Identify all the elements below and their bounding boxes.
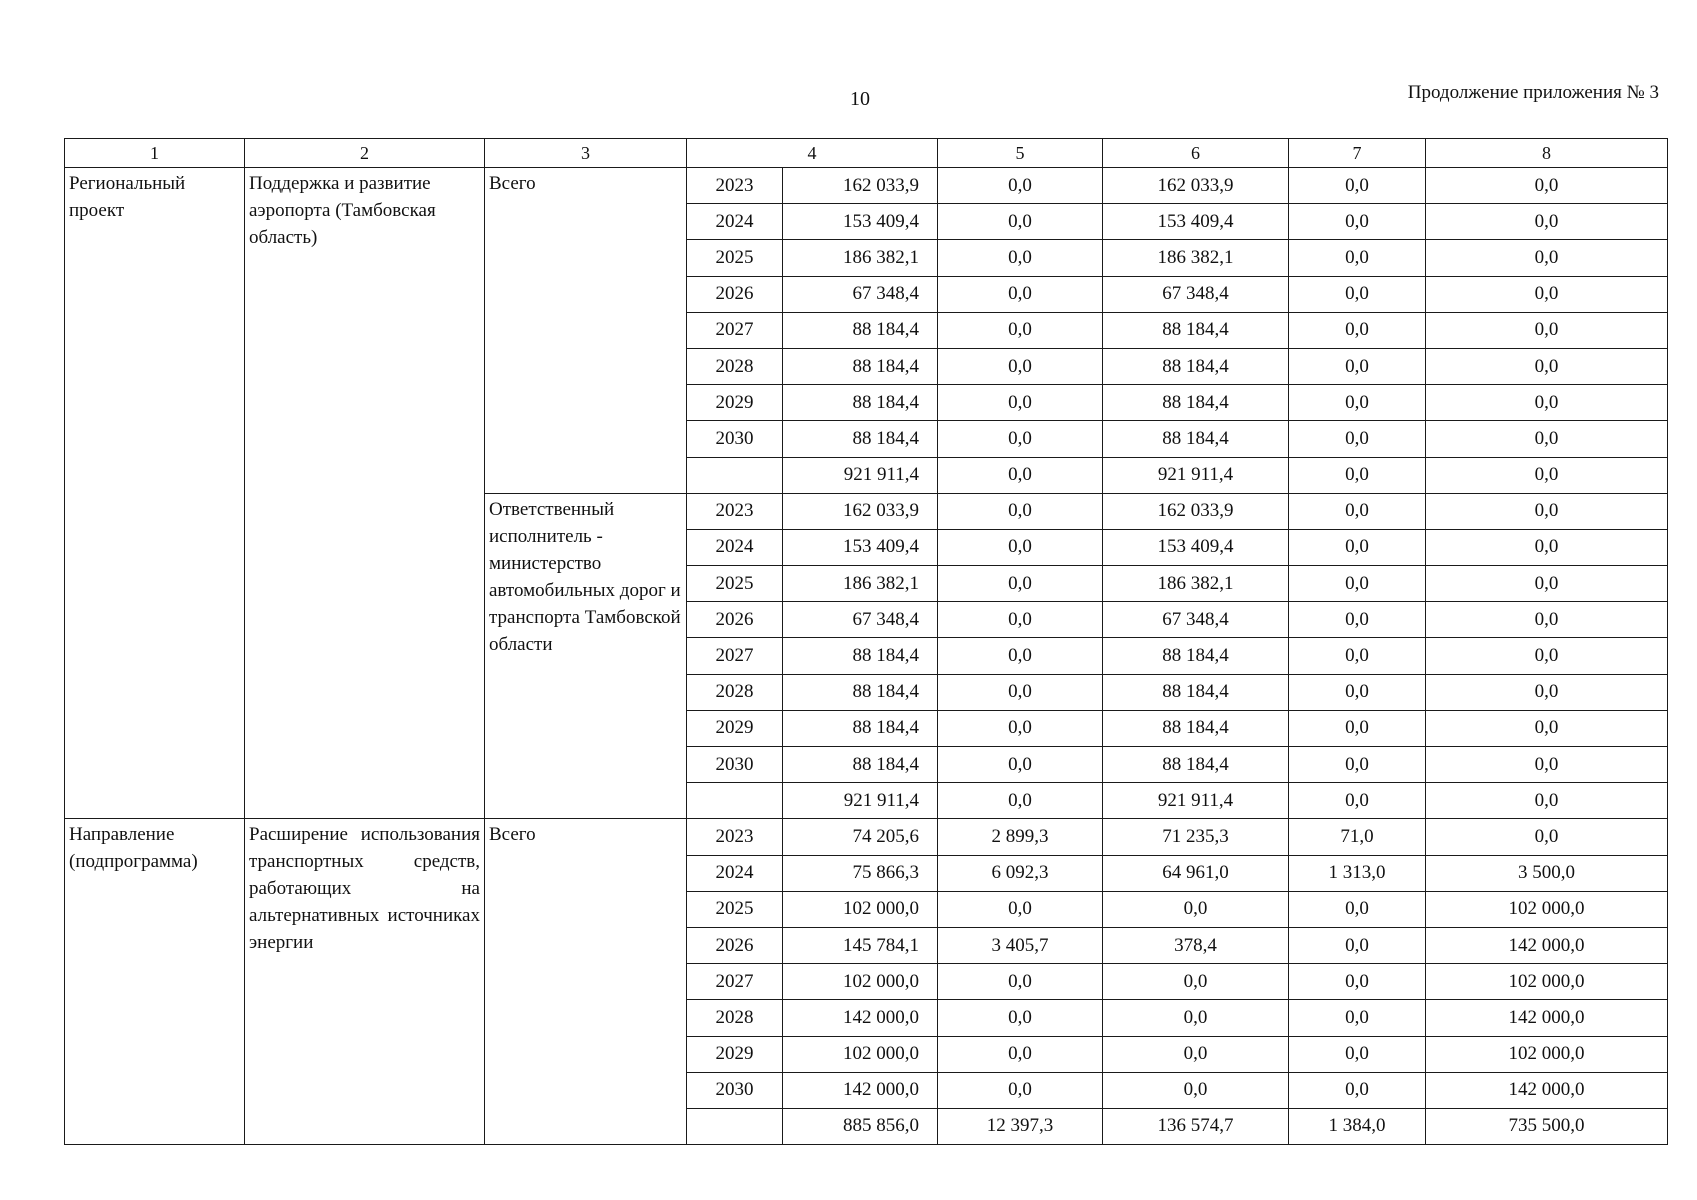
col7-amount-cell: 0,0 bbox=[1289, 348, 1426, 384]
col7-amount-cell: 0,0 bbox=[1289, 927, 1426, 963]
year-cell: 2030 bbox=[687, 421, 783, 457]
year-cell bbox=[687, 457, 783, 493]
col6-amount-cell: 153 409,4 bbox=[1103, 204, 1289, 240]
total-amount-cell: 142 000,0 bbox=[783, 1072, 938, 1108]
total-amount-cell: 102 000,0 bbox=[783, 891, 938, 927]
executor-cell: Всего bbox=[485, 819, 687, 1145]
total-amount-cell: 142 000,0 bbox=[783, 1000, 938, 1036]
col8-amount-cell: 0,0 bbox=[1426, 783, 1668, 819]
year-cell bbox=[687, 783, 783, 819]
col7-amount-cell: 0,0 bbox=[1289, 1000, 1426, 1036]
col7-amount-cell: 0,0 bbox=[1289, 602, 1426, 638]
year-cell: 2024 bbox=[687, 855, 783, 891]
col5-amount-cell: 0,0 bbox=[938, 276, 1103, 312]
col7-amount-cell: 1 313,0 bbox=[1289, 855, 1426, 891]
year-cell: 2023 bbox=[687, 168, 783, 204]
col8-amount-cell: 0,0 bbox=[1426, 168, 1668, 204]
col6-amount-cell: 67 348,4 bbox=[1103, 276, 1289, 312]
total-amount-cell: 88 184,4 bbox=[783, 710, 938, 746]
col6-amount-cell: 0,0 bbox=[1103, 1072, 1289, 1108]
col8-amount-cell: 102 000,0 bbox=[1426, 1036, 1668, 1072]
col8-amount-cell: 0,0 bbox=[1426, 240, 1668, 276]
col7-amount-cell: 0,0 bbox=[1289, 1036, 1426, 1072]
col7-amount-cell: 0,0 bbox=[1289, 566, 1426, 602]
col6-amount-cell: 186 382,1 bbox=[1103, 566, 1289, 602]
table-row bbox=[65, 819, 1668, 855]
col5-amount-cell: 0,0 bbox=[938, 204, 1103, 240]
total-amount-cell: 88 184,4 bbox=[783, 421, 938, 457]
col8-amount-cell: 0,0 bbox=[1426, 457, 1668, 493]
col8-amount-cell: 735 500,0 bbox=[1426, 1108, 1668, 1144]
table-body bbox=[65, 139, 1668, 1145]
total-amount-cell: 921 911,4 bbox=[783, 783, 938, 819]
col7-amount-cell: 0,0 bbox=[1289, 529, 1426, 565]
col8-amount-cell: 142 000,0 bbox=[1426, 1072, 1668, 1108]
year-cell: 2028 bbox=[687, 674, 783, 710]
year-cell: 2024 bbox=[687, 529, 783, 565]
col7-amount-cell: 0,0 bbox=[1289, 168, 1426, 204]
column-header-3: 3 bbox=[485, 139, 687, 168]
col6-amount-cell: 71 235,3 bbox=[1103, 819, 1289, 855]
col5-amount-cell: 12 397,3 bbox=[938, 1108, 1103, 1144]
total-amount-cell: 88 184,4 bbox=[783, 348, 938, 384]
year-cell: 2028 bbox=[687, 1000, 783, 1036]
col8-amount-cell: 142 000,0 bbox=[1426, 1000, 1668, 1036]
col6-amount-cell: 921 911,4 bbox=[1103, 457, 1289, 493]
year-cell: 2026 bbox=[687, 276, 783, 312]
total-amount-cell: 162 033,9 bbox=[783, 168, 938, 204]
col6-amount-cell: 162 033,9 bbox=[1103, 168, 1289, 204]
col7-amount-cell: 0,0 bbox=[1289, 747, 1426, 783]
column-header-8: 8 bbox=[1426, 139, 1668, 168]
year-cell: 2023 bbox=[687, 493, 783, 529]
col6-amount-cell: 88 184,4 bbox=[1103, 674, 1289, 710]
year-cell: 2030 bbox=[687, 747, 783, 783]
col6-amount-cell: 88 184,4 bbox=[1103, 312, 1289, 348]
col6-amount-cell: 0,0 bbox=[1103, 891, 1289, 927]
col5-amount-cell: 0,0 bbox=[938, 1072, 1103, 1108]
col5-amount-cell: 0,0 bbox=[938, 638, 1103, 674]
col8-amount-cell: 102 000,0 bbox=[1426, 891, 1668, 927]
total-amount-cell: 88 184,4 bbox=[783, 674, 938, 710]
col7-amount-cell: 0,0 bbox=[1289, 638, 1426, 674]
col6-amount-cell: 88 184,4 bbox=[1103, 348, 1289, 384]
column-header-1: 1 bbox=[65, 139, 245, 168]
col5-amount-cell: 2 899,3 bbox=[938, 819, 1103, 855]
col8-amount-cell: 0,0 bbox=[1426, 710, 1668, 746]
total-amount-cell: 162 033,9 bbox=[783, 493, 938, 529]
col5-amount-cell: 0,0 bbox=[938, 602, 1103, 638]
col6-amount-cell: 0,0 bbox=[1103, 964, 1289, 1000]
col6-amount-cell: 0,0 bbox=[1103, 1000, 1289, 1036]
col5-amount-cell: 0,0 bbox=[938, 348, 1103, 384]
total-amount-cell: 88 184,4 bbox=[783, 747, 938, 783]
col7-amount-cell: 0,0 bbox=[1289, 204, 1426, 240]
total-amount-cell: 75 866,3 bbox=[783, 855, 938, 891]
executor-cell: Всего bbox=[485, 168, 687, 494]
total-amount-cell: 67 348,4 bbox=[783, 276, 938, 312]
year-cell: 2024 bbox=[687, 204, 783, 240]
col5-amount-cell: 6 092,3 bbox=[938, 855, 1103, 891]
col7-amount-cell: 0,0 bbox=[1289, 493, 1426, 529]
col8-amount-cell: 0,0 bbox=[1426, 602, 1668, 638]
col6-amount-cell: 88 184,4 bbox=[1103, 421, 1289, 457]
col6-amount-cell: 88 184,4 bbox=[1103, 385, 1289, 421]
col5-amount-cell: 0,0 bbox=[938, 385, 1103, 421]
col7-amount-cell: 0,0 bbox=[1289, 674, 1426, 710]
col7-amount-cell: 0,0 bbox=[1289, 710, 1426, 746]
col5-amount-cell: 0,0 bbox=[938, 493, 1103, 529]
total-amount-cell: 67 348,4 bbox=[783, 602, 938, 638]
column-header-7: 7 bbox=[1289, 139, 1426, 168]
col6-amount-cell: 88 184,4 bbox=[1103, 710, 1289, 746]
year-cell: 2029 bbox=[687, 710, 783, 746]
column-header-4: 4 bbox=[687, 139, 938, 168]
year-cell: 2028 bbox=[687, 348, 783, 384]
total-amount-cell: 88 184,4 bbox=[783, 638, 938, 674]
col5-amount-cell: 0,0 bbox=[938, 964, 1103, 1000]
col7-amount-cell: 0,0 bbox=[1289, 457, 1426, 493]
col8-amount-cell: 0,0 bbox=[1426, 674, 1668, 710]
year-cell: 2026 bbox=[687, 927, 783, 963]
col5-amount-cell: 0,0 bbox=[938, 457, 1103, 493]
col5-amount-cell: 0,0 bbox=[938, 1000, 1103, 1036]
col5-amount-cell: 0,0 bbox=[938, 168, 1103, 204]
col6-amount-cell: 162 033,9 bbox=[1103, 493, 1289, 529]
col5-amount-cell: 3 405,7 bbox=[938, 927, 1103, 963]
executor-cell: Ответственный исполнитель - министерство автомобильных дорог и транспорта Тамбовской области bbox=[485, 493, 687, 819]
total-amount-cell: 88 184,4 bbox=[783, 312, 938, 348]
col6-amount-cell: 64 961,0 bbox=[1103, 855, 1289, 891]
appendix-note: Продолжение приложения № 3 bbox=[1407, 82, 1659, 103]
col5-amount-cell: 0,0 bbox=[938, 566, 1103, 602]
section-type-cell: Региональный проект bbox=[65, 168, 245, 819]
col8-amount-cell: 0,0 bbox=[1426, 638, 1668, 674]
col8-amount-cell: 142 000,0 bbox=[1426, 927, 1668, 963]
col7-amount-cell: 0,0 bbox=[1289, 312, 1426, 348]
col7-amount-cell: 0,0 bbox=[1289, 276, 1426, 312]
col5-amount-cell: 0,0 bbox=[938, 783, 1103, 819]
year-cell: 2029 bbox=[687, 1036, 783, 1072]
total-amount-cell: 921 911,4 bbox=[783, 457, 938, 493]
col7-amount-cell: 0,0 bbox=[1289, 240, 1426, 276]
total-amount-cell: 102 000,0 bbox=[783, 964, 938, 1000]
col5-amount-cell: 0,0 bbox=[938, 1036, 1103, 1072]
col8-amount-cell: 0,0 bbox=[1426, 493, 1668, 529]
col5-amount-cell: 0,0 bbox=[938, 747, 1103, 783]
col6-amount-cell: 0,0 bbox=[1103, 1036, 1289, 1072]
column-header-2: 2 bbox=[245, 139, 485, 168]
col5-amount-cell: 0,0 bbox=[938, 891, 1103, 927]
col5-amount-cell: 0,0 bbox=[938, 240, 1103, 276]
col8-amount-cell: 0,0 bbox=[1426, 566, 1668, 602]
total-amount-cell: 153 409,4 bbox=[783, 529, 938, 565]
col8-amount-cell: 0,0 bbox=[1426, 421, 1668, 457]
col8-amount-cell: 0,0 bbox=[1426, 204, 1668, 240]
year-cell: 2025 bbox=[687, 240, 783, 276]
col6-amount-cell: 153 409,4 bbox=[1103, 529, 1289, 565]
section-type-cell: Направление (подпрограмма) bbox=[65, 819, 245, 1145]
year-cell: 2026 bbox=[687, 602, 783, 638]
total-amount-cell: 74 205,6 bbox=[783, 819, 938, 855]
total-amount-cell: 186 382,1 bbox=[783, 566, 938, 602]
col8-amount-cell: 0,0 bbox=[1426, 385, 1668, 421]
col8-amount-cell: 0,0 bbox=[1426, 529, 1668, 565]
page-number: 10 bbox=[850, 88, 870, 110]
col6-amount-cell: 921 911,4 bbox=[1103, 783, 1289, 819]
year-cell bbox=[687, 1108, 783, 1144]
year-cell: 2023 bbox=[687, 819, 783, 855]
budget-table bbox=[64, 138, 1668, 1145]
total-amount-cell: 153 409,4 bbox=[783, 204, 938, 240]
col5-amount-cell: 0,0 bbox=[938, 421, 1103, 457]
total-amount-cell: 186 382,1 bbox=[783, 240, 938, 276]
col6-amount-cell: 67 348,4 bbox=[1103, 602, 1289, 638]
total-amount-cell: 885 856,0 bbox=[783, 1108, 938, 1144]
col7-amount-cell: 0,0 bbox=[1289, 421, 1426, 457]
total-amount-cell: 145 784,1 bbox=[783, 927, 938, 963]
section-name-cell: Расширение использования транспортных средств, работающих на альтернативных источниках энергии bbox=[245, 819, 485, 1145]
col7-amount-cell: 0,0 bbox=[1289, 964, 1426, 1000]
total-amount-cell: 88 184,4 bbox=[783, 385, 938, 421]
col5-amount-cell: 0,0 bbox=[938, 312, 1103, 348]
col6-amount-cell: 88 184,4 bbox=[1103, 747, 1289, 783]
col8-amount-cell: 0,0 bbox=[1426, 747, 1668, 783]
col8-amount-cell: 0,0 bbox=[1426, 348, 1668, 384]
col7-amount-cell: 1 384,0 bbox=[1289, 1108, 1426, 1144]
year-cell: 2027 bbox=[687, 964, 783, 1000]
col8-amount-cell: 0,0 bbox=[1426, 312, 1668, 348]
column-header-row bbox=[65, 139, 1668, 168]
col6-amount-cell: 378,4 bbox=[1103, 927, 1289, 963]
year-cell: 2027 bbox=[687, 638, 783, 674]
col7-amount-cell: 0,0 bbox=[1289, 891, 1426, 927]
table-row bbox=[65, 168, 1668, 204]
col7-amount-cell: 0,0 bbox=[1289, 385, 1426, 421]
col6-amount-cell: 136 574,7 bbox=[1103, 1108, 1289, 1144]
col7-amount-cell: 0,0 bbox=[1289, 783, 1426, 819]
year-cell: 2025 bbox=[687, 566, 783, 602]
column-header-6: 6 bbox=[1103, 139, 1289, 168]
year-cell: 2027 bbox=[687, 312, 783, 348]
col7-amount-cell: 71,0 bbox=[1289, 819, 1426, 855]
col6-amount-cell: 186 382,1 bbox=[1103, 240, 1289, 276]
section-name-cell: Поддержка и развитие аэропорта (Тамбовская область) bbox=[245, 168, 485, 819]
total-amount-cell: 102 000,0 bbox=[783, 1036, 938, 1072]
col5-amount-cell: 0,0 bbox=[938, 674, 1103, 710]
col8-amount-cell: 102 000,0 bbox=[1426, 964, 1668, 1000]
year-cell: 2025 bbox=[687, 891, 783, 927]
year-cell: 2030 bbox=[687, 1072, 783, 1108]
column-header-5: 5 bbox=[938, 139, 1103, 168]
col8-amount-cell: 0,0 bbox=[1426, 819, 1668, 855]
col5-amount-cell: 0,0 bbox=[938, 710, 1103, 746]
col6-amount-cell: 88 184,4 bbox=[1103, 638, 1289, 674]
col5-amount-cell: 0,0 bbox=[938, 529, 1103, 565]
col8-amount-cell: 0,0 bbox=[1426, 276, 1668, 312]
col8-amount-cell: 3 500,0 bbox=[1426, 855, 1668, 891]
col7-amount-cell: 0,0 bbox=[1289, 1072, 1426, 1108]
year-cell: 2029 bbox=[687, 385, 783, 421]
